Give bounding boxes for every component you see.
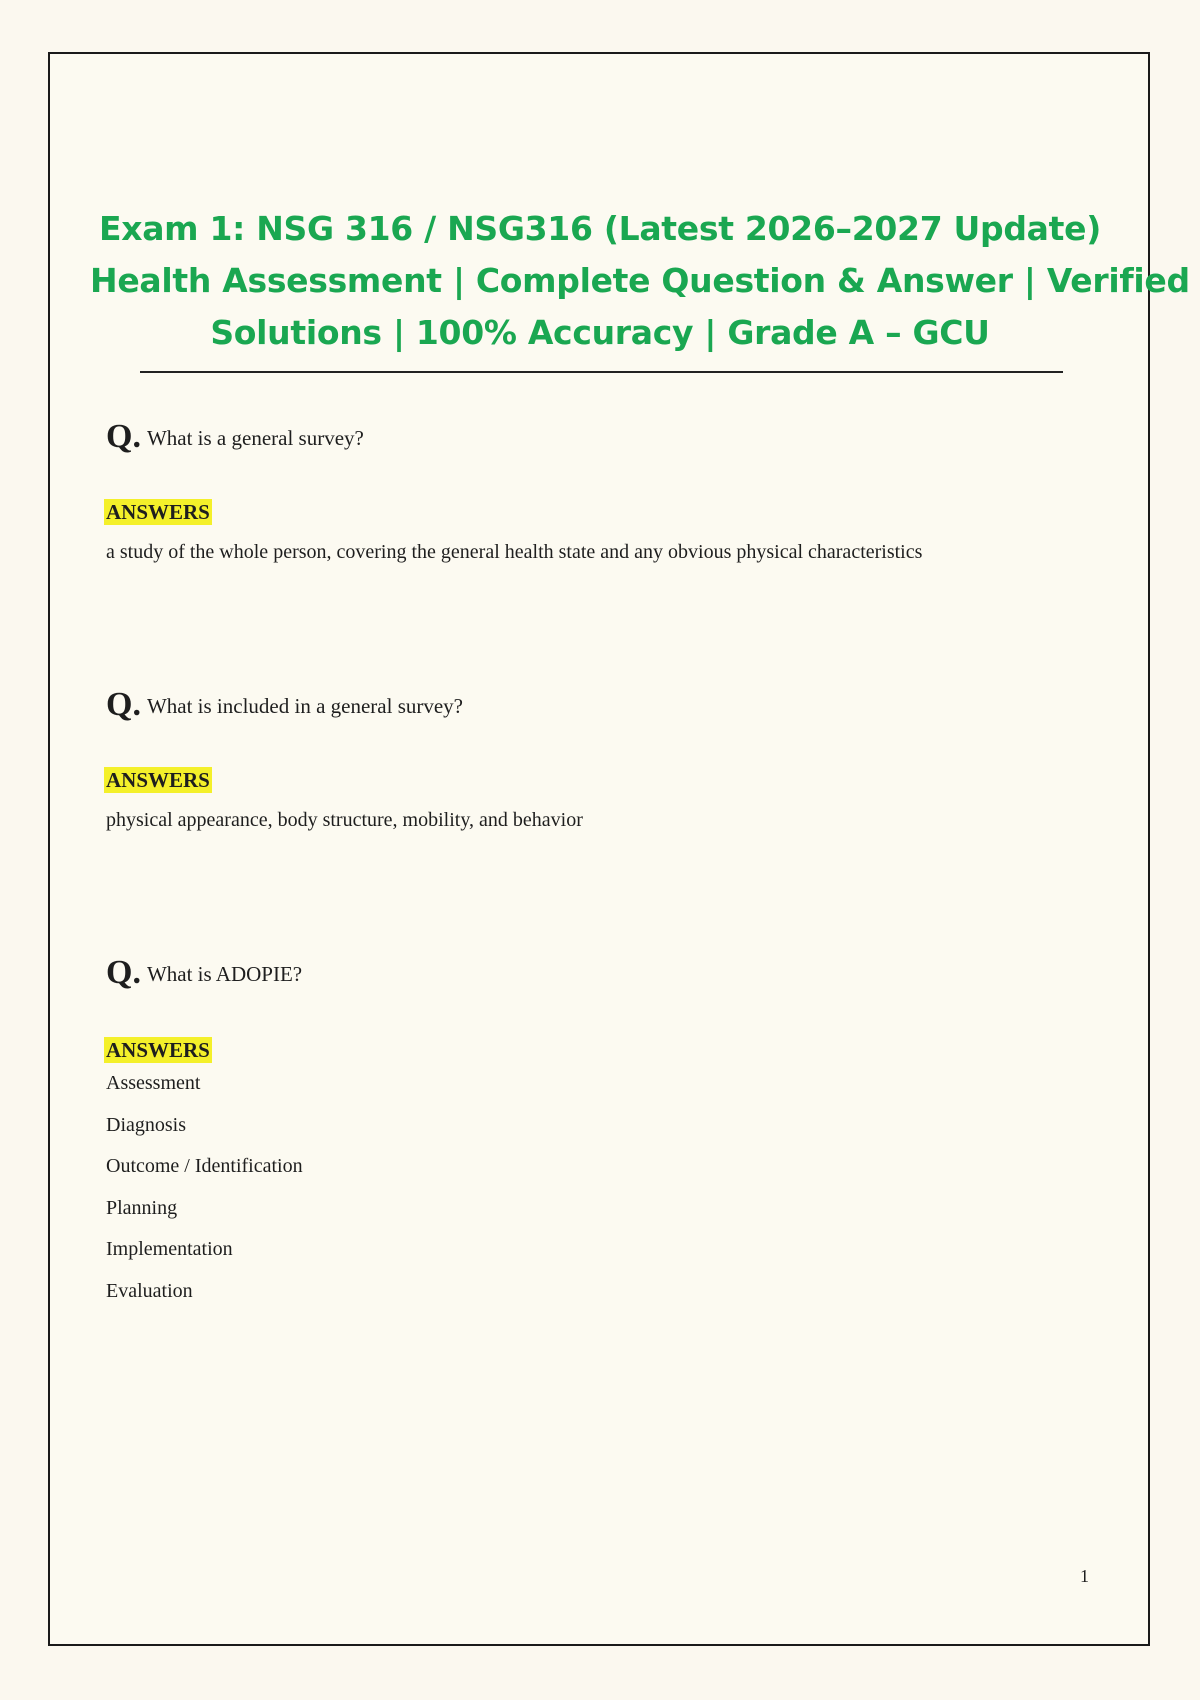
answers-label: ANSWERS	[106, 500, 210, 524]
question-marker: Q.	[106, 686, 141, 723]
title-divider	[140, 371, 1063, 373]
answer-text: physical appearance, body structure, mobility, and behavior	[106, 809, 583, 831]
question	[106, 418, 1106, 455]
question-text: What is ADOPIE?	[146, 962, 303, 986]
title-line-2: Health Assessment | Complete Question & Answer | Verified	[90, 261, 1190, 300]
list-item: Outcome / Identification	[106, 1155, 303, 1177]
answer-text: a study of the whole person, covering the general health state and any obvious physical characteristics	[106, 541, 923, 563]
list-item: Planning	[106, 1196, 178, 1219]
title-line-3: Solutions | 100% Accuracy | Grade A – GCU	[210, 313, 990, 352]
answer-list	[106, 1063, 1106, 1312]
qa-block-1	[106, 418, 1106, 567]
question-marker: Q.	[106, 418, 141, 455]
document-title	[90, 203, 1190, 359]
answers-label: ANSWERS	[106, 1038, 210, 1062]
question-text: What is included in a general survey?	[146, 694, 463, 718]
list-item: Diagnosis	[106, 1113, 186, 1136]
qa-block-3	[106, 954, 1106, 1312]
list-item: Assessment	[106, 1072, 201, 1094]
list-item: Implementation	[106, 1238, 233, 1260]
qa-block-2	[106, 686, 1106, 835]
title-line-1: Exam 1: NSG 316 / NSG316 (Latest 2026–2027 Update)	[98, 209, 1101, 248]
page-number: 1	[1080, 1566, 1089, 1586]
answers-label: ANSWERS	[106, 768, 210, 792]
question	[106, 954, 1106, 991]
question	[106, 686, 1106, 723]
list-item: Evaluation	[106, 1279, 193, 1302]
question-text: What is a general survey?	[146, 426, 364, 450]
question-marker: Q.	[106, 954, 141, 991]
